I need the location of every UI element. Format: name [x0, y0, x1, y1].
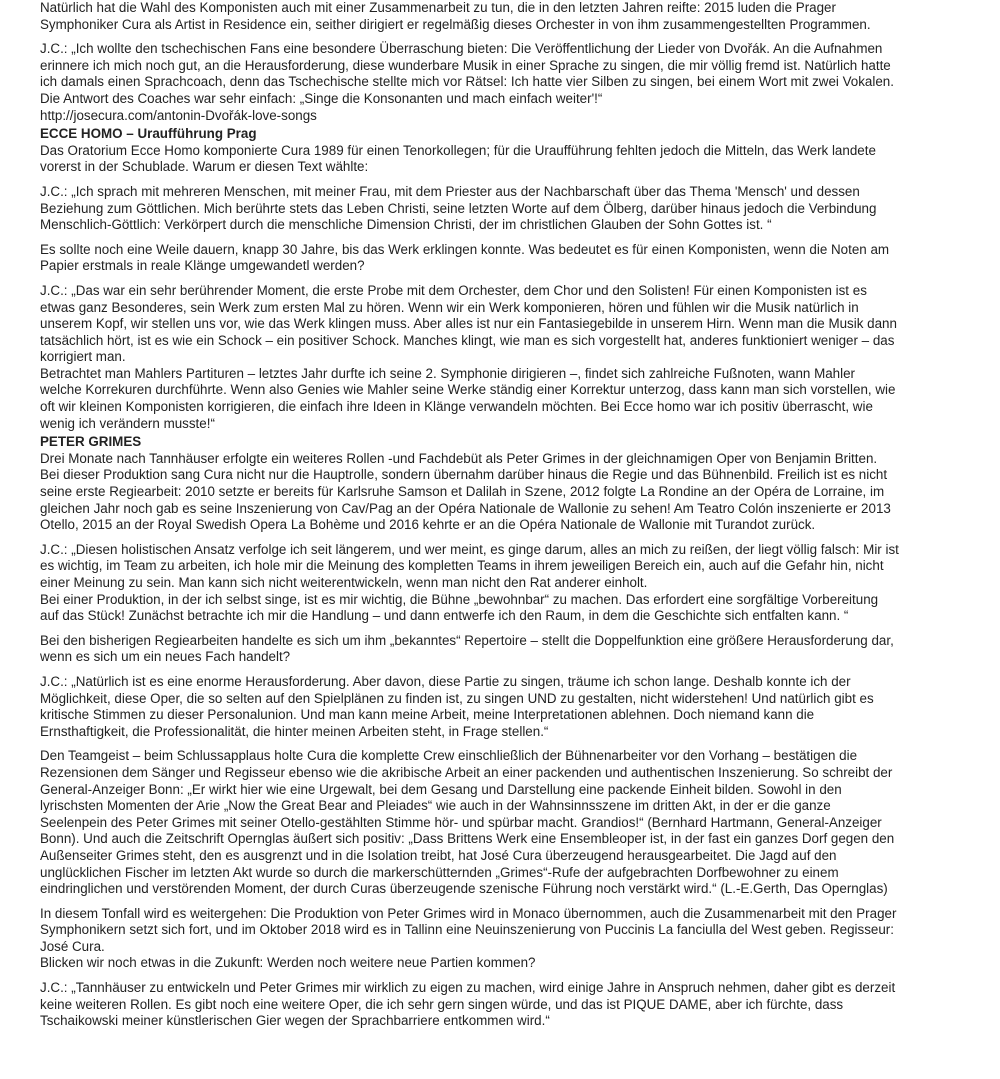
paragraph [40, 41, 960, 124]
text-line: tatsächlich hört, ist es wie ein Schock – ein positiver Schock. Manches klingt, wie man es sich vorgestellt hat, anderes funktioniert weniger – das [40, 332, 895, 348]
text-line: oft wir kleinen Komponisten korrigieren, die einfach ihre Ideen in Klänge verwandeln möchten. Bei Ecce homo war ich positiv überrascht, wie [40, 399, 873, 415]
text-line: korrigiert man. [40, 349, 126, 365]
paragraph [40, 633, 960, 666]
text-line: J.C.: „Diesen holistischen Ansatz verfolge ich seit längerem, und wer meint, es ginge darum, alles an mich zu reißen, der liegt völlig falsch: Mir ist [40, 541, 899, 557]
text-line: J.C.: „Das war ein sehr berührender Moment, die erste Probe mit dem Orchester, dem Chor und den Solisten! Für einen Komponisten ist es [40, 282, 867, 298]
section-heading: PETER GRIMES [40, 434, 142, 450]
text-line: unglücklichen Fischer im letzten Akt wurde so durch die markerschütternden „Grimes“-Rufe der aufgebrachten Dorfbewohner zu einem [40, 864, 839, 880]
paragraph [40, 906, 960, 972]
text-line: http://josecura.com/antonin-Dvořák-love-songs [40, 107, 317, 123]
text-line: Ernsthaftigkeit, die Professionalität, die hinter meinen Arbeiten steht, in Frage stellen.“ [40, 723, 549, 739]
text-line: eindringlichen und verstörenden Moment, der durch Curas überzeugende szenische Führung noch verstärkt wird.“ (L.-E.Gerth, Das Opernglas) [40, 881, 888, 897]
text-line: welche Korrekuren durchführte. Wenn also Genies wie Mahler seine Werke ständig einer Korrektur unterzog, dass kann man sich vorstellen, wie [40, 382, 896, 398]
text-line: Möglichkeit, diese Oper, die so selten auf den Spielplänen zu finden ist, zu singen UND zu gestalten, nicht widerstehen! Und natürlich gibt es [40, 690, 874, 706]
text-line: erinnere ich mich noch gut, an die Herausforderung, diese wunderbare Musik in einer Sprache zu singen, die mir völlig fremd ist. Natürlich hatte [40, 57, 891, 73]
text-line: Natürlich hat die Wahl des Komponisten auch mit einer Zusammenarbeit zu tun, die in den letzten Jahren reifte: 2015 luden die Prager [40, 0, 836, 15]
text-line: wenig ich verändern musste!“ [40, 415, 215, 431]
text-line: Bei den bisherigen Regiearbeiten handelte es sich um ihm „bekanntes“ Repertoire – stellt die Doppelfunktion eine größere Herausforderung dar, [40, 632, 894, 648]
paragraph [40, 542, 960, 625]
text-line: José Cura. [40, 938, 105, 954]
paragraph [40, 283, 960, 432]
text-line: einer Meinung zu sein. Man kann sich nicht weiterentwickeln, wenn man nicht den Rat anderer einholt. [40, 575, 648, 590]
text-line: auf das Stück! Zunächst betrachte ich mir die Handlung – und dann entwerfe ich den Raum, in dem die Geschichte sich entfalten kann. “ [40, 608, 849, 624]
text-line: seine erste Regiearbeit: 2010 setzte er bereits für Karlsruhe Samson et Dalilah in Szene, 2012 folgte La Rondine an der Opéra de Lorraine, im [40, 484, 885, 500]
text-line: In diesem Tonfall wird es weitergehen: Die Produktion von Peter Grimes wird in Monaco übernommen, auch die Zusammenarbeit mit den Prager [40, 905, 897, 921]
paragraph [40, 143, 960, 176]
text-line: unserem Kopf, wir stellen uns vor, wie das Werk klingen muss. Aber alles ist nur ein Fantasiegebilde in unserem Hirn. Wenn man die Musik dann [40, 316, 897, 332]
text-line: es wichtig, im Team zu arbeiten, ich hole mir die Meinung des kompletten Teams in ihrem jeweiligen Bereich ein, auch auf die Gefahr hin, nicht [40, 558, 884, 574]
paragraph [40, 0, 960, 33]
text-line: kritische Stimmen zu dieser Personalunion. Und man kann meine Arbeit, meine Interpretationen ablehnen. Doch niemand kann die [40, 707, 815, 723]
text-line: J.C.: „Natürlich ist es eine enorme Herausforderung. Aber davon, diese Partie zu singen, träume ich schon lange. Deshalb konnte ich der [40, 673, 851, 689]
text-line: Seelenpein des Peter Grimes mit seiner Otello-gestählten Stimme hör- und spürbar macht. Grandios!“ (Bernhard Hartmann, General-Anzeiger [40, 814, 882, 830]
text-line: Blicken wir noch etwas in die Zukunft: Werden noch weitere neue Partien kommen? [40, 955, 536, 971]
text-line: vorerst in der Schublade. Warum er diesen Text wählte: [40, 159, 369, 175]
text-line: Außenseiter Grimes steht, den es ausgrenzt und in die Isolation treibt, hat José Cura überzeugend herausgearbeitet. Die Jagd auf den [40, 847, 837, 863]
paragraph [40, 674, 960, 740]
text-line: Tschaikowski meiner künstlerischen Gier wegen der Sprachbarriere entkommen wird.“ [40, 1013, 550, 1029]
paragraph [40, 451, 960, 534]
text-line: Drei Monate nach Tannhäuser erfolgte ein weiteres Rollen -und Fachdebüt als Peter Grimes in der gleichnamigen Oper von Benjamin Britten. [40, 450, 878, 466]
text-line: Papier erstmals in reale Klänge umgewandetl werden? [40, 258, 365, 274]
text-line: Otello, 2015 an der Royal Swedish Opera La Bohème und 2016 kehrte er an die Opéra Nationale de Wallonie mit Turandot zurück. [40, 517, 816, 533]
text-line: Die Antwort des Coaches war sehr einfach: „Singe die Konsonanten und mach einfach weiter'!“ [40, 90, 603, 106]
paragraph [40, 748, 960, 897]
text-line: lyrischsten Momenten der Arie „Now the Great Bear and Pleiades“ wie auch in der Wahnsinnsszene im dritten Akt, in der er die ganze [40, 798, 831, 814]
text-line: Symphonikern setzt sich fort, und im Oktober 2018 wird es in Tallinn eine Neuinszenierung von Puccinis La fanciulla del West geben. Regisseur: [40, 922, 894, 938]
text-line: ich damals einen Sprachcoach, denn das Tschechische stellte mich vor Rätsel: Ich hatte vier Silben zu singen, bei einem Wort mit zwei Vokalen. [40, 74, 894, 90]
text-line: Bei dieser Produktion sang Cura nicht nur die Hauptrolle, sondern übernahm darüber hinaus die Regie und das Bühnenbild. Freilich ist es nicht [40, 467, 888, 483]
paragraph [40, 184, 960, 234]
text-line: Betrachtet man Mahlers Partituren – letztes Jahr durfte ich seine 2. Symphonie dirigieren –, findet sich zahlreiche Fußnoten, wann Mahler [40, 365, 856, 381]
text-line: etwas ganz Besonderes, sein Werk zum ersten Mal zu hören. Wenn wir ein Werk komponieren, hören und fühlen wir die Musik natürlich in [40, 299, 859, 315]
text-line: Symphoniker Cura als Artist in Residence ein, seither dirigiert er regelmäßig dieses Orchester in von ihm zusammengestellten Programmen. [40, 16, 871, 32]
text-line: Das Oratorium Ecce Homo komponierte Cura 1989 für einen Tenorkollegen; für die Uraufführung fehlten jedoch die Mitteln, das Werk landete [40, 142, 876, 158]
text-line: J.C.: „Tannhäuser zu entwickeln und Peter Grimes mir wirklich zu eigen zu machen, wird einige Jahre in Anspruch nehmen, daher gibt es derzeit [40, 980, 896, 996]
paragraph [40, 242, 960, 275]
text-line: Es sollte noch eine Weile dauern, knapp 30 Jahre, bis das Werk erklingen konnte. Was bedeutet es für einen Komponisten, wenn die Noten am [40, 241, 890, 257]
text-line: Bonn). Und auch die Zeitschrift Opernglas äußert sich positiv: „Dass Brittens Werk eine Ensembleoper ist, in der fast ein ganzes Dorf gegen den [40, 831, 895, 847]
text-line: Beziehung zum Göttlichen. Mich berührte stets das Leben Christi, seine letzten Worte auf dem Ölberg, darüber hinaus jedoch die Verbindung [40, 200, 877, 216]
text-line: General-Anzeiger Bonn: „Er wirkt hier wie eine Urgewalt, bei dem Gesang und Darstellung eine packende Einheit bilden. Sowohl in den [40, 781, 842, 797]
text-line: J.C.: „Ich wollte den tschechischen Fans eine besondere Überraschung bieten: Die Veröffentlichung der Lieder von Dvořák. An die Aufnahmen [40, 41, 883, 57]
text-line: keine weiteren Rollen. Es gibt noch eine weitere Oper, die ich sehr gern singen würde, und das ist PIQUE DAME, aber ich fürchte, dass [40, 996, 844, 1012]
text-line: Den Teamgeist – beim Schlussapplaus holte Cura die komplette Crew einschließlich der Bühnenarbeiter vor den Vorhang – bestätigen die [40, 748, 858, 764]
text-line: Rezensionen dem Sänger und Regisseur ebenso wie die akribische Arbeit an einer packenden und authentischen Inszenierung. So schreibt der [40, 764, 893, 780]
text-line: wenn es sich um ein neues Fach handelt? [40, 649, 291, 665]
text-line: Bei einer Produktion, in der ich selbst singe, ist es mir wichtig, die Bühne „bewohnbar“ zu machen. Das erfordert eine sorgfältige Vorbereitung [40, 591, 879, 607]
section-heading: ECCE HOMO – Uraufführung Prag [40, 126, 257, 142]
text-line: gleichen Jahr noch gab es seine Inszenierung von Cav/Pag an der Opéra Nationale de Wallonie zu sehen! Am Teatro Colón inszenierte er 2013 [40, 500, 891, 516]
paragraph [40, 980, 960, 1030]
text-line: J.C.: „Ich sprach mit mehreren Menschen, mit meiner Frau, mit dem Priester aus der Nachbarschaft über das Thema 'Mensch' und dessen [40, 183, 860, 199]
text-line: Menschlich-Göttlich: Verkörpert durch die menschliche Dimension Christi, der im christlichen Glauben der Sohn Gottes ist. “ [40, 217, 772, 233]
